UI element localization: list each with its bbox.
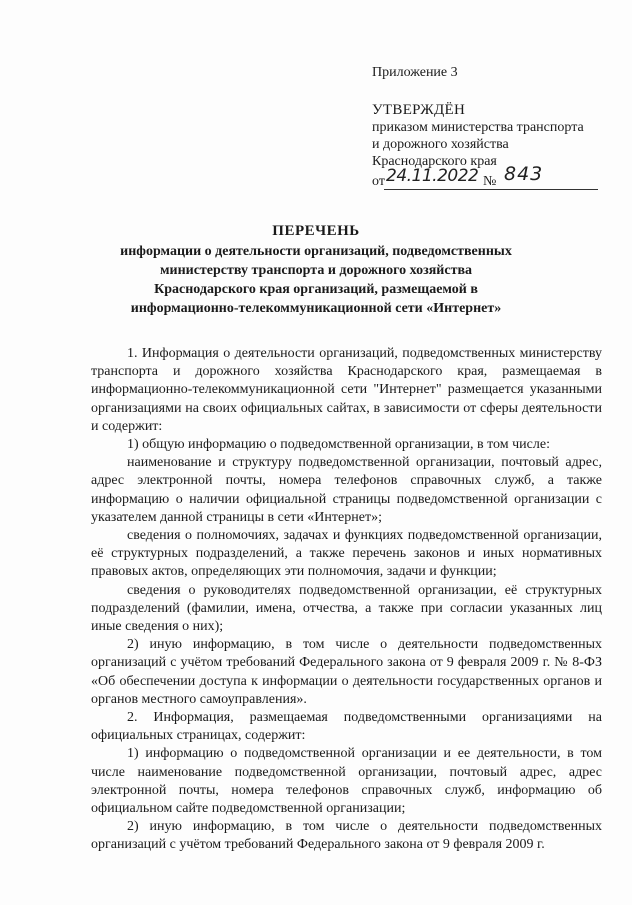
- body-paragraph: 1) информацию о подведомственной организации и ее деятельности, в том числе наименование подведомственной организации, почтовый адрес, адрес электронной почты, номера телефонов справочных служб, информацию об официальном сайте подведомственной организации;: [91, 746, 602, 817]
- subtitle-line: информации о деятельности организаций, подведомственных: [120, 244, 512, 259]
- body-paragraph: сведения о полномочиях, задачах и функциях подведомственной организации, её структурных подразделений, а также перечень законов и иных нормативных правовых актов, определяющих эти полномочия, задачи и функции;: [91, 528, 602, 580]
- underline-rule: [384, 189, 598, 190]
- date-prefix: от: [372, 174, 385, 189]
- approved-heading: УТВЕРЖДЁН: [372, 102, 466, 118]
- approval-block: [372, 64, 612, 191]
- document-subtitle: [90, 242, 542, 318]
- number-prefix: №: [483, 174, 497, 189]
- body-paragraph: 2. Информация, размещаемая подведомственными организациями на официальных страницах, содержит:: [91, 710, 602, 744]
- subtitle-line: информационно-телекоммуникационной сети «Интернет»: [130, 301, 502, 316]
- body-paragraph: 1) общую информацию о подведомственной организации, в том числе:: [127, 437, 550, 453]
- subtitle-line: министерству транспорта и дорожного хозяйства: [159, 263, 473, 278]
- date-number-line: [372, 163, 612, 191]
- document-title: ПЕРЕЧЕНЬ: [272, 223, 360, 239]
- order-line: и дорожного хозяйства: [372, 137, 509, 152]
- body-paragraph: 2) иную информацию, в том числе о деятельности подведомственных организаций с учётом требований Федерального закона от 9 февраля 2009 г. № 8-ФЗ «Об обеспечении доступа к информации о деятельности государственных органов и органов местного самоуправления».: [91, 637, 602, 707]
- body-paragraph: наименование и структуру подведомственной организации, почтовый адрес, адрес электронной почты, номера телефонов справочных служб, а также информацию о наличии официальной страницы подведомственной организации с указателем данной страницы в сети «Интернет»;: [91, 455, 602, 525]
- document-title-block: [90, 222, 542, 318]
- handwritten-date: 24.11.2022: [386, 166, 479, 186]
- subtitle-line: Краснодарского края организаций, размещаемой в: [154, 282, 478, 297]
- body-paragraph: сведения о руководителях подведомственной организации, её структурных подразделений (фамилии, имена, отчества, а также при согласии указанных лиц иные сведения о них);: [91, 582, 602, 635]
- order-line: Краснодарского края: [372, 154, 497, 169]
- document-body: [91, 345, 602, 855]
- body-paragraph: 2) иную информацию, в том числе о деятельности подведомственных организаций с учётом требований Федерального закона от 9 февраля 2009 г.: [91, 819, 602, 853]
- appendix-label: Приложение 3: [372, 65, 458, 80]
- order-line: приказом министерства транспорта: [372, 120, 584, 135]
- handwritten-number: 843: [504, 163, 544, 185]
- body-paragraph: 1. Информация о деятельности организаций, подведомственных министерству транспорта и дорожного хозяйства Краснодарского края, размещаемая в информационно-телекоммуникационной сети "Интернет" размещается указанными организациями на своих официальных сайтах, в зависимости от сферы деятельности и содержит:: [91, 346, 602, 434]
